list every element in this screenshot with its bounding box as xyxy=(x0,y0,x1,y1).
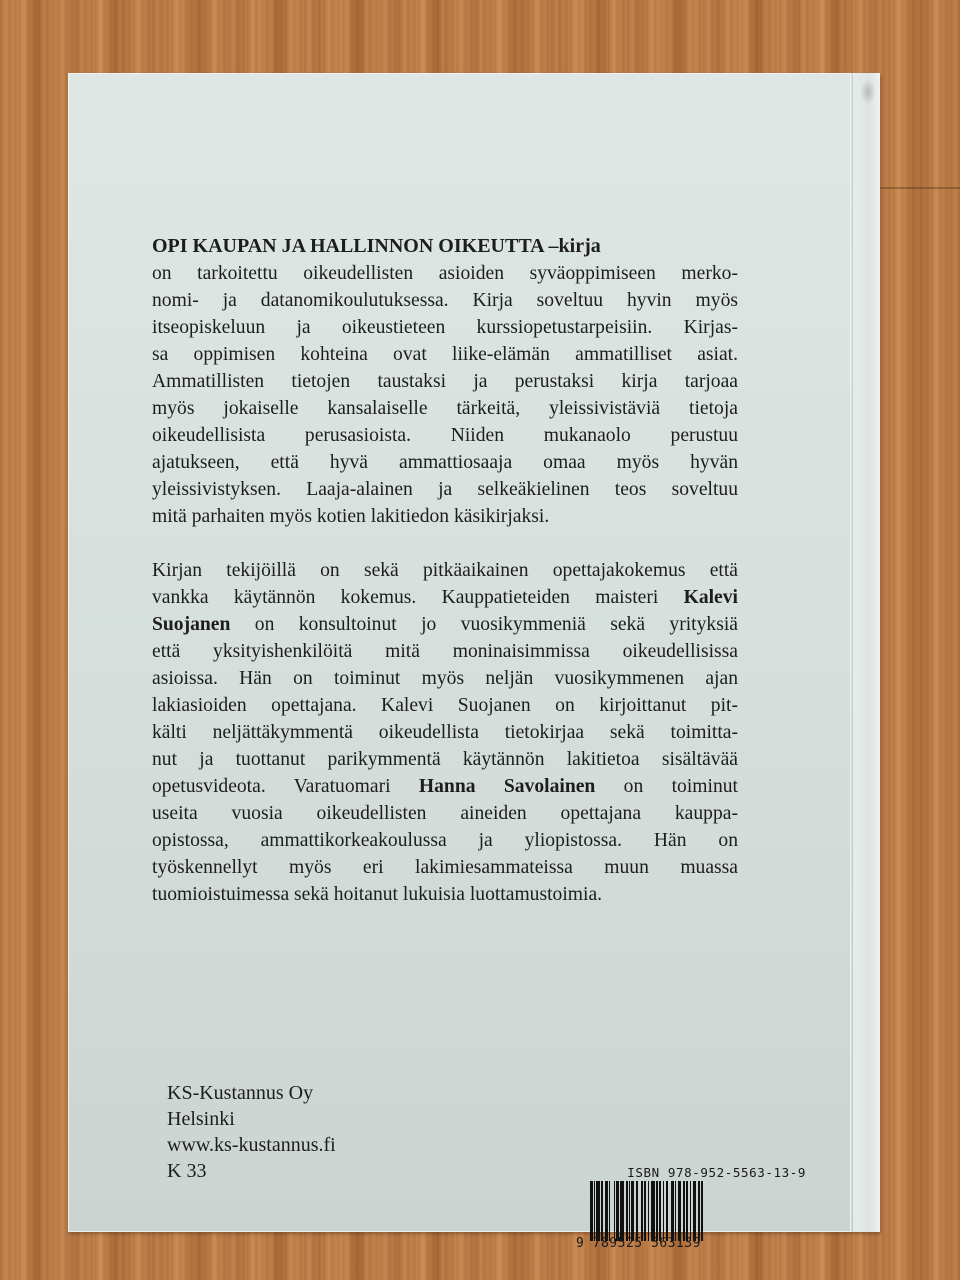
author-name-kalevi: Kalevi xyxy=(683,587,738,608)
text-fragment: on toiminut xyxy=(595,776,738,797)
text-line: mitä parhaiten myös kotien lakitiedon käsikirjaksi. xyxy=(152,506,550,527)
text-fragment: opetusvideota. Varatuomari xyxy=(152,776,419,797)
text-line: työskennellyt myös eri lakimiesammateissa muun muassa xyxy=(152,857,738,878)
text-line: tuomioistuimessa sekä hoitanut lukuisia luottamustoimia. xyxy=(152,884,603,905)
text-line: myös jokaiselle kansalaiselle tärkeitä, yleissivistäviä tietoja xyxy=(152,398,738,419)
text-line: ajatukseen, että hyvä ammattiosaaja omaa myös hyvän xyxy=(152,452,738,473)
text-line: useita vuosia oikeudellisten aineiden opettajana kauppa- xyxy=(152,803,738,824)
book-title-suffix: –kirja xyxy=(543,235,601,257)
text-line: Kirjan tekijöillä on sekä pitkäaikainen opettajakokemus että xyxy=(152,560,738,581)
book-back-cover xyxy=(68,73,880,1251)
text-line: kälti neljättäkymmentä oikeudellista tietokirjaa sekä toimitta- xyxy=(152,722,738,743)
product-code: K 33 xyxy=(167,1160,207,1182)
author-name-suojanen: Suojanen xyxy=(152,614,231,635)
text-line: yleissivistyksen. Laaja-alainen ja selkeäkielinen teos soveltuu xyxy=(152,479,738,500)
floor-plank-seam xyxy=(880,187,960,189)
corner-wear-mark xyxy=(860,79,876,105)
paragraph-gap xyxy=(152,530,738,557)
text-line: nomi- ja datanomikoulutuksessa. Kirja soveltuu hyvin myös xyxy=(152,290,738,311)
barcode-digits: 9 789525 563139 xyxy=(576,1236,701,1251)
publisher-info xyxy=(167,1080,336,1184)
text-line: lakiasioiden opettajana. Kalevi Suojanen on kirjoittanut pit- xyxy=(152,695,738,716)
text-line: opistossa, ammattikorkeakoulussa ja yliopistossa. Hän on xyxy=(152,830,738,851)
blurb-text xyxy=(152,233,738,908)
publisher-name: KS-Kustannus Oy xyxy=(167,1082,314,1104)
text-line: asioissa. Hän on toiminut myös neljän vuosikymmenen ajan xyxy=(152,668,738,689)
text-fragment: on konsultoinut jo vuosikymmeniä sekä yrityksiä xyxy=(230,614,738,635)
text-line: nut ja tuottanut parikymmentä käytännön lakitietoa sisältävää xyxy=(152,749,738,770)
book-title-main: OPI KAUPAN JA HALLINNON OIKEUTTA xyxy=(152,235,544,257)
text-line: itseopiskeluun ja oikeustieteen kurssiopetustarpeisiin. Kirjas- xyxy=(152,317,738,338)
isbn-label: ISBN 978-952-5563-13-9 xyxy=(627,1165,806,1180)
text-line: että yksityishenkilöitä mitä moninaisimmissa oikeudellisissa xyxy=(152,641,738,662)
text-line: sa oppimisen kohteina ovat liike-elämän ammatilliset asiat. xyxy=(152,344,738,365)
isbn-barcode xyxy=(590,1181,738,1241)
text-line xyxy=(152,611,738,638)
book-spine-edge xyxy=(853,73,880,1232)
text-line: on tarkoitettu oikeudellisten asioiden syväoppimiseen merko- xyxy=(152,263,738,284)
text-line: Ammatillisten tietojen taustaksi ja perustaksi kirja tarjoaa xyxy=(152,371,738,392)
description-paragraph xyxy=(152,260,738,530)
text-line xyxy=(152,584,738,611)
publisher-website: www.ks-kustannus.fi xyxy=(167,1134,336,1156)
text-line xyxy=(152,773,738,800)
text-fragment: vankka käytännön kokemus. Kauppatieteiden maisteri xyxy=(152,587,684,608)
author-name-savolainen: Hanna Savolainen xyxy=(418,776,596,797)
text-line: oikeudellisista perusasioista. Niiden mukanaolo perustuu xyxy=(152,425,738,446)
book-title xyxy=(152,233,738,260)
authors-paragraph xyxy=(152,557,738,908)
publisher-city: Helsinki xyxy=(167,1108,235,1130)
